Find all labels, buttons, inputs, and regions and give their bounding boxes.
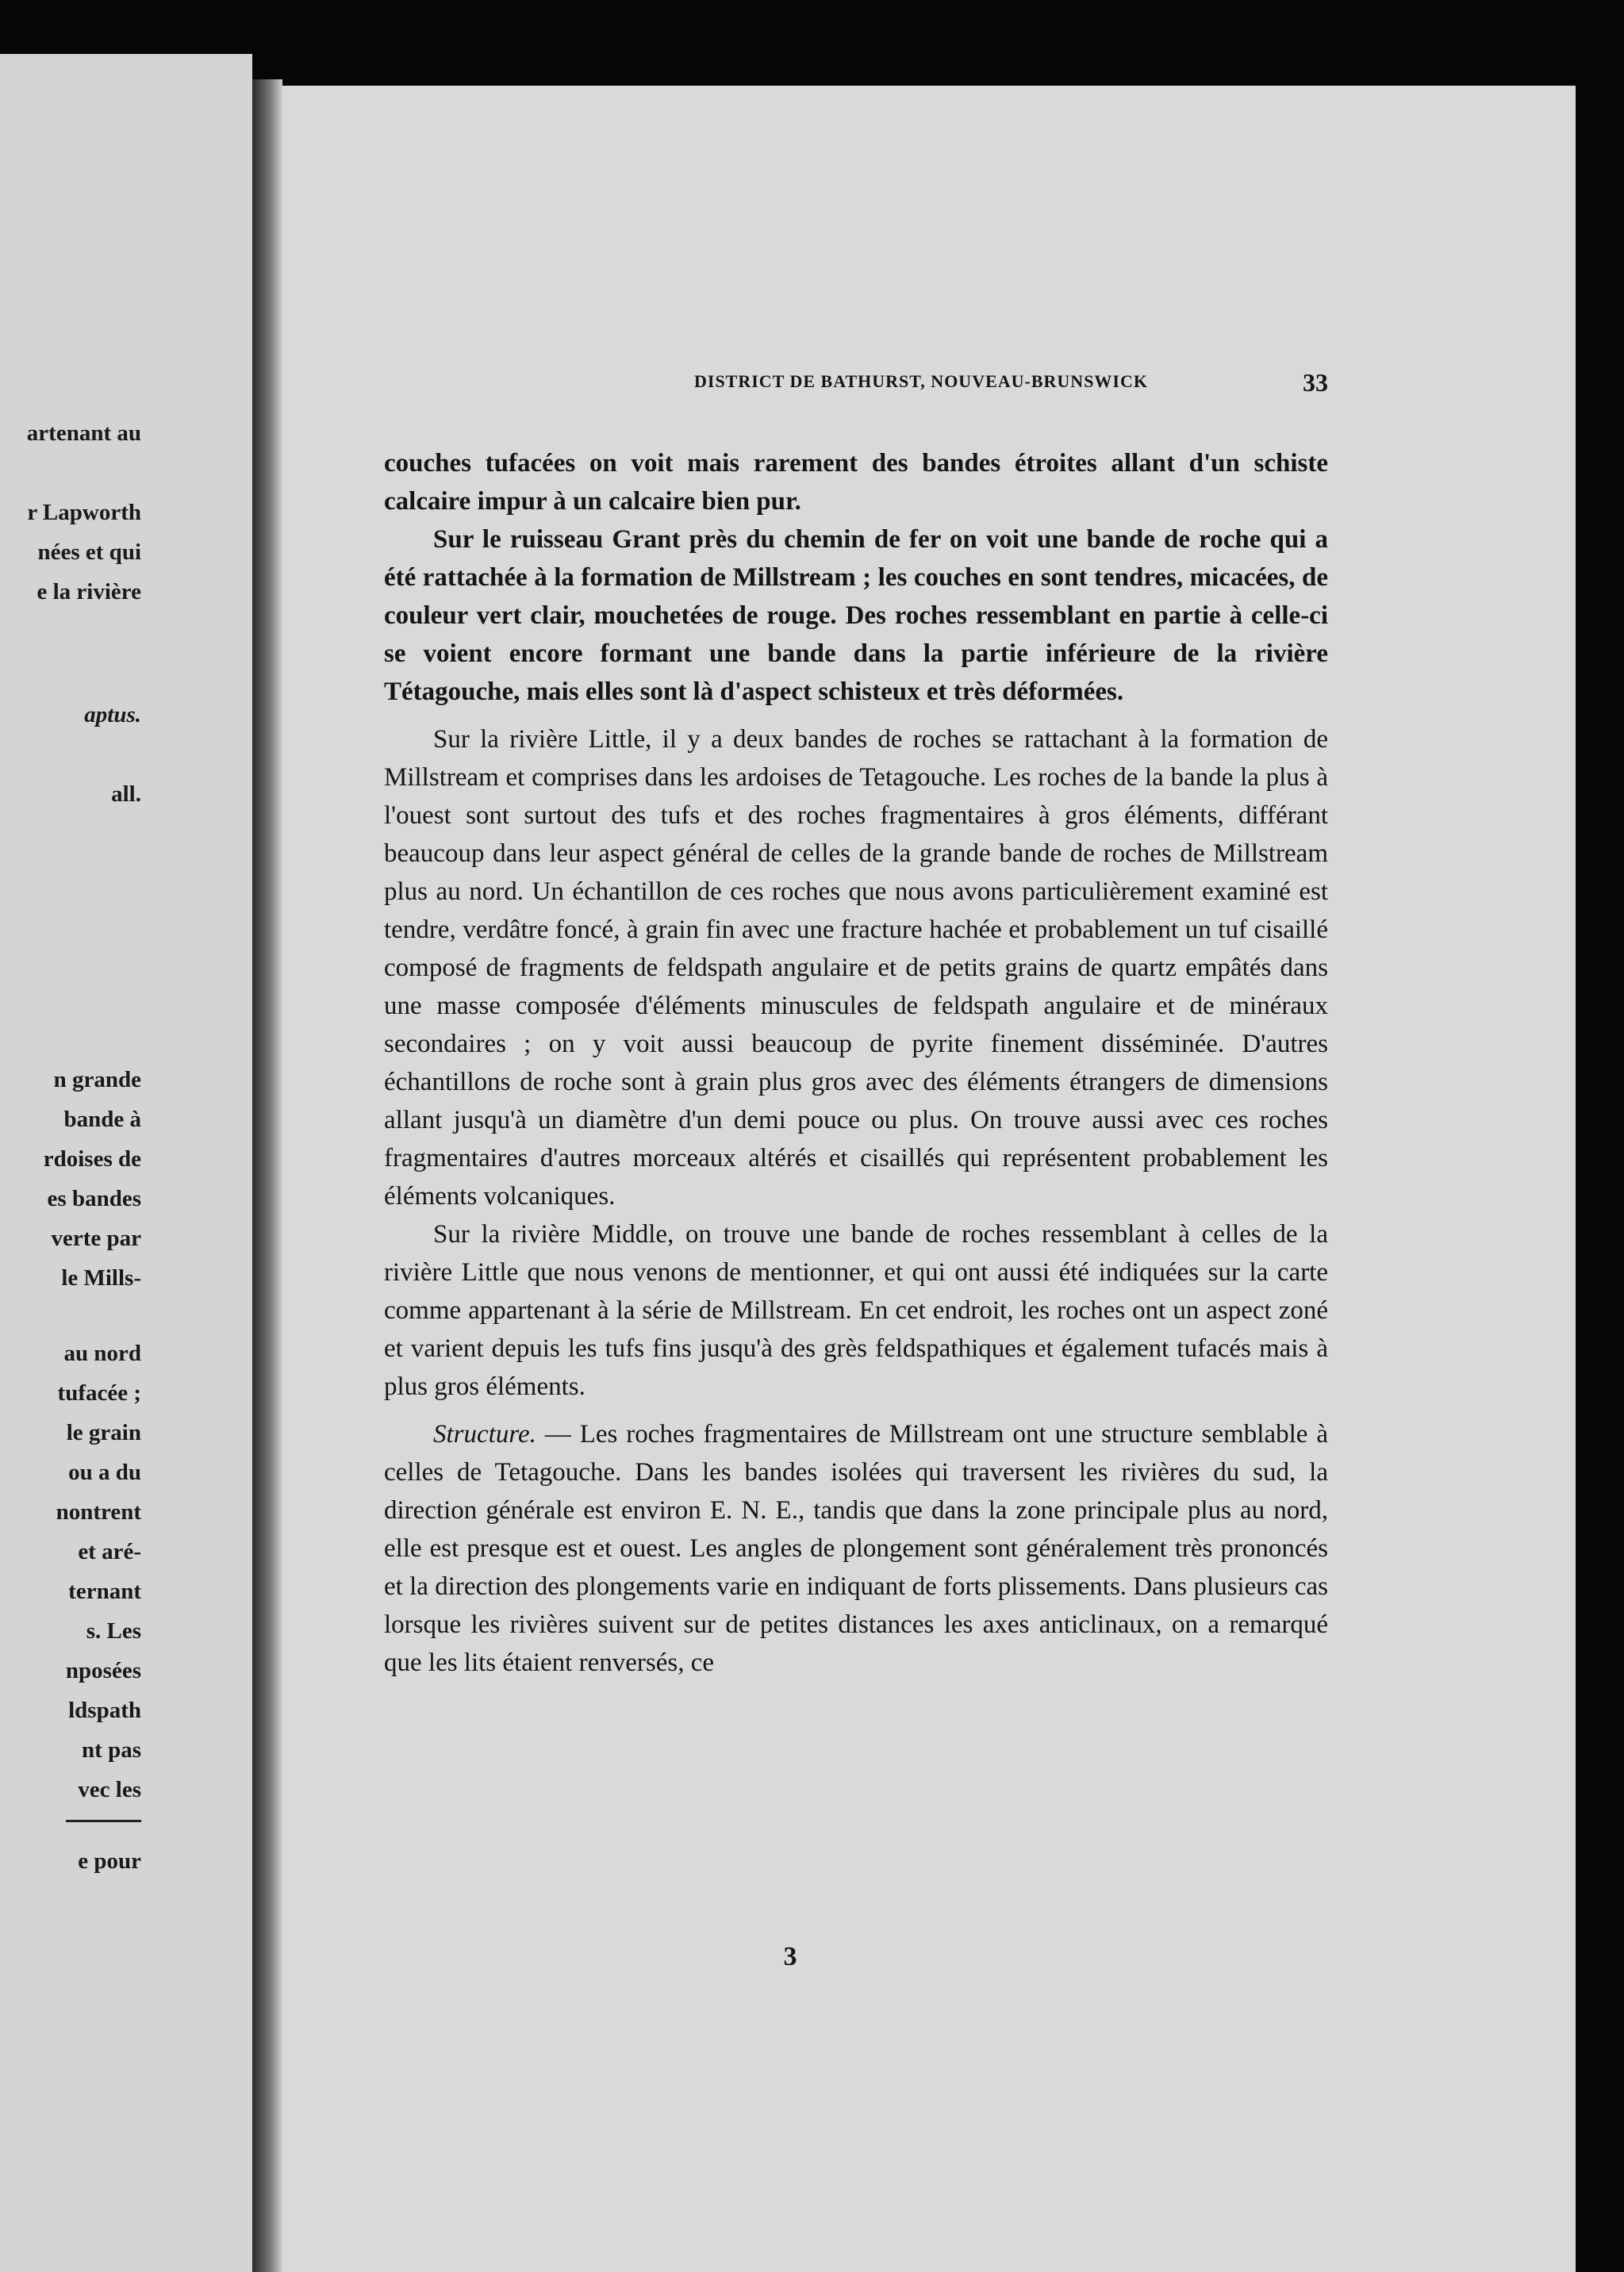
right-page	[282, 86, 1576, 2272]
left-page-text-fragment: le grain	[66, 1420, 141, 1445]
left-page-text-fragment: es bandes	[47, 1186, 141, 1211]
paragraph: Sur la rivière Little, il y a deux bandes de roches se rattachant à la formation de Millstream et comprises dans les ardoises de Tetagouche. Les roches de la bande la plus à l'ouest sont surtout des tufs et des roches fragmentaires à gros éléments, différant beaucoup dans leur aspect général de celles de la grande bande de roches de Millstream plus au nord. Un échantillon de ces roches que nous avons particulièrement examiné est tendre, verdâtre foncé, à grain fin avec une fracture hachée et probablement un tuf cisaillé composé de fragments de feldspath angulaire et de petits grains de quartz empâtés dans une masse composée d'éléments minuscules de feldspath angulaire et de minéraux secondaires ; on y voit aussi beaucoup de pyrite finement disséminée. D'autres échantillons de roche sont à grain plus gros avec des éléments étrangers de dimensions allant jusqu'à un diamètre d'un demi pouce ou plus. On trouve aussi avec ces roches fragmentaires d'autres morceaux altérés et cisaillés qui représentent probablement les éléments volcaniques.	[384, 725, 1328, 1211]
left-page-text-fragment: s. Les	[86, 1618, 141, 1644]
left-page-text-fragment: artenant au	[26, 420, 141, 446]
left-page-text-fragment: ldspath	[68, 1698, 141, 1723]
left-page-text-fragment: au nord	[63, 1341, 141, 1366]
left-page-text-fragment: e pour	[78, 1848, 141, 1874]
left-page-text-fragment: n grande	[53, 1067, 141, 1092]
left-page	[0, 54, 252, 2272]
left-page-text-fragment: rdoises de	[43, 1146, 141, 1172]
left-page-text-fragment: bande à	[63, 1107, 141, 1132]
left-page-text-fragment: verte par	[51, 1226, 141, 1251]
signature-mark: 3	[783, 1942, 797, 1971]
left-page-text-fragment: r Lapworth	[27, 500, 141, 525]
left-page-text-fragment: nontrent	[56, 1499, 141, 1525]
body-text	[384, 444, 1328, 1682]
left-page-text-fragment: tufacée ;	[57, 1380, 141, 1406]
structure-paragraph	[384, 1415, 1328, 1682]
paragraph: couches tufacées on voit mais rarement des bandes étroites allant d'un schiste calcaire impur à un calcaire bien pur.	[384, 449, 1328, 516]
section-heading: Structure.	[433, 1420, 536, 1449]
left-page-text-fragment: nées et qui	[37, 539, 141, 565]
left-page-text-fragment: vec les	[78, 1777, 141, 1802]
running-head: DISTRICT DE BATHURST, NOUVEAU-BRUNSWICK	[694, 371, 1148, 391]
structure-text: — Les roches fragmentaires de Millstream ont une structure semblable à celles de Tetagouche. Dans les bandes isolées qui traversent les rivières du sud, la direction générale est environ E. N. E., tandis que dans la zone principale plus au nord, elle est presque est et ouest. Les angles de plongement sont généralement très prononcés et la direction des plongements varie en indiquant de forts plissements. Dans plusieurs cas lorsque les rivières suivent sur de petites distances les axes anticlinaux, on a remarqué que les lits étaient renversés, ce	[384, 1420, 1328, 1677]
paragraph: Sur la rivière Middle, on trouve une bande de roches ressemblant à celles de la rivière Little que nous venons de mentionner, et qui ont aussi été indiquées sur la carte comme appartenant à la série de Millstream. En cet endroit, les roches ont un aspect zoné et varient depuis les tufs fins jusqu'à des grès feldspathiques et également tufacés mais à plus gros éléments.	[384, 1220, 1328, 1401]
left-page-text-fragment: ternant	[68, 1579, 141, 1604]
left-page-text-fragment: et aré-	[78, 1539, 141, 1564]
left-page-text-fragment: ou a du	[68, 1460, 141, 1485]
book-gutter	[252, 79, 282, 2272]
paragraph: Sur le ruisseau Grant près du chemin de fer on voit une bande de roche qui a été rattachée à la formation de Millstream ; les couches en sont tendres, micacées, de couleur vert clair, mouchetées de rouge. Des roches ressemblant en partie à celle-ci se voient encore formant une bande dans la partie inférieure de la rivière Tétagouche, mais elles sont là d'aspect schisteux et très déformées.	[384, 525, 1328, 706]
page-number: 33	[1303, 368, 1328, 397]
left-page-text-fragment: nt pas	[82, 1737, 141, 1763]
left-page-text-fragment: e la rivière	[36, 579, 141, 604]
left-page-text-fragment: nposées	[65, 1658, 141, 1683]
left-page-text-fragment: all.	[111, 781, 141, 807]
left-page-text-fragment: le Mills-	[61, 1265, 141, 1291]
left-page-rule	[66, 1820, 141, 1822]
left-page-text-fragment: aptus.	[84, 702, 141, 727]
